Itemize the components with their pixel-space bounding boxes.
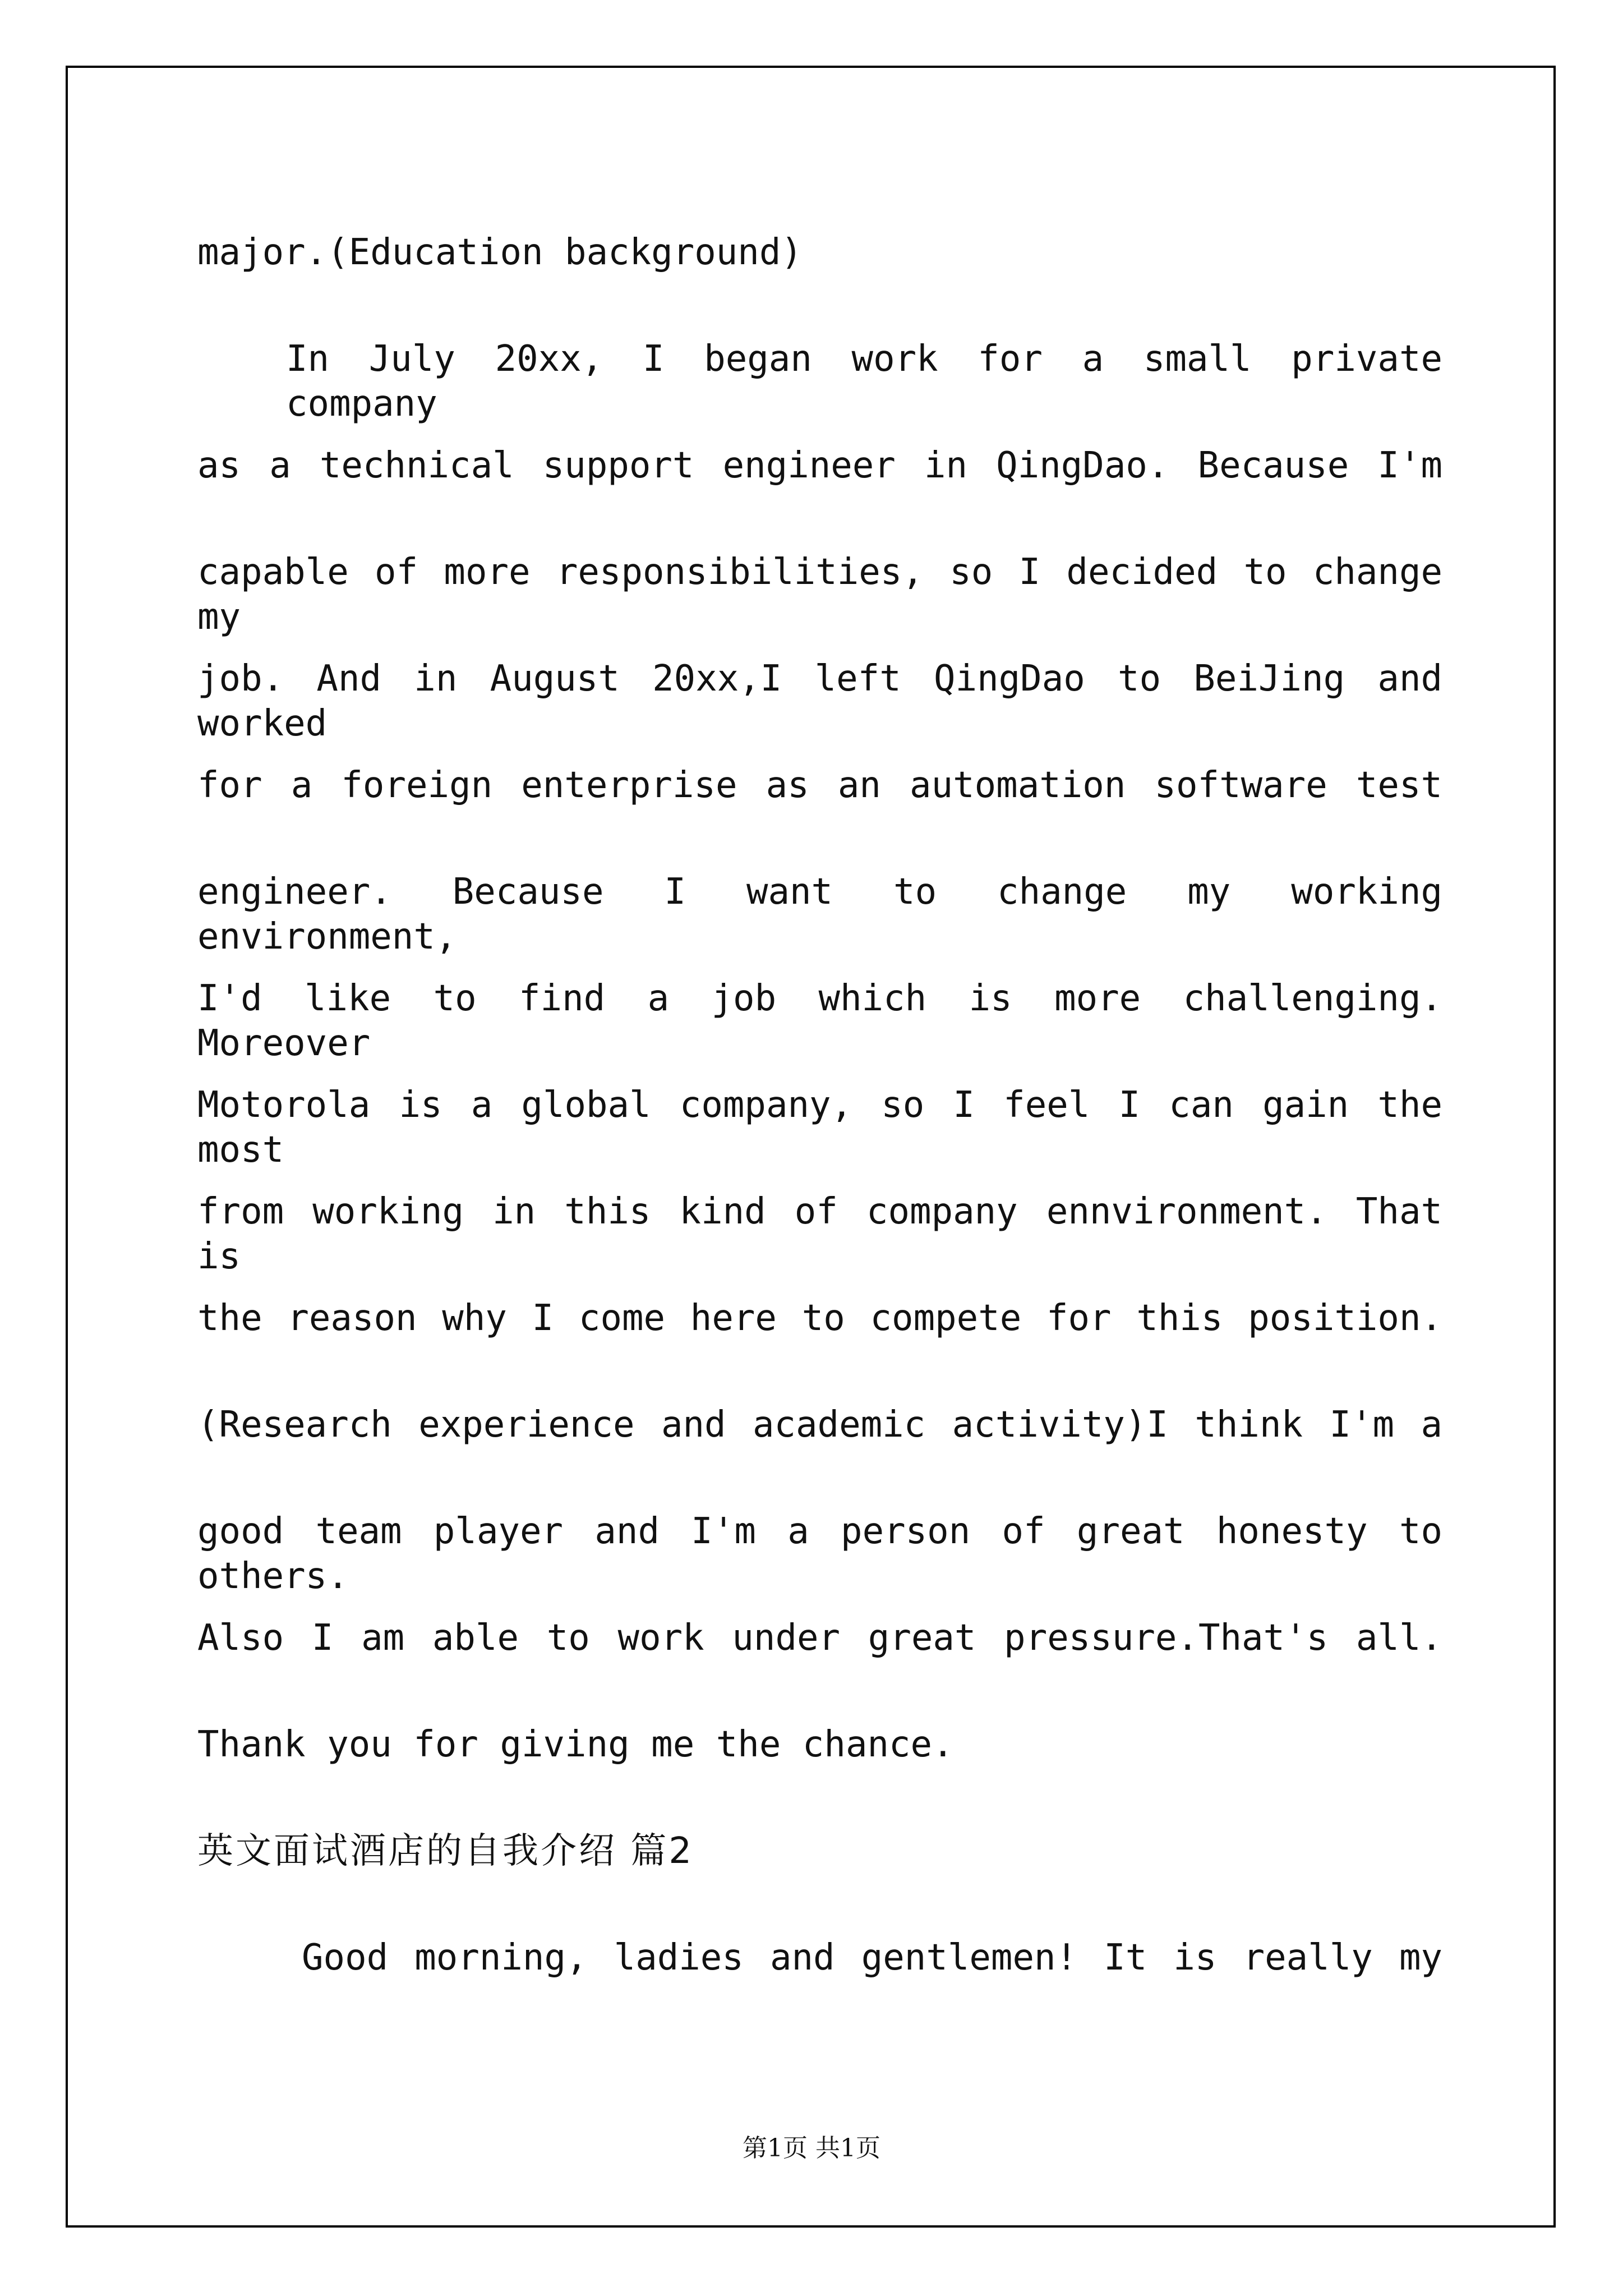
text-line: for a foreign enterprise as an automation software test [197,765,1442,806]
section-heading: 英文面试酒店的自我介绍 篇2 [197,1830,694,1872]
text-line: Also I am able to work under great pressure.That's all. [197,1617,1442,1659]
text-line: from working in this kind of company ennvironment. That is [197,1191,1442,1277]
text-line: In July 20xx, I began work for a small private company [286,338,1442,425]
text-line: engineer. Because I want to change my working environment, [197,871,1442,958]
page-number: 第1页 共1页 [743,2134,880,2162]
text-line: job. And in August 20xx,I left QingDao to BeiJing and worked [197,658,1442,744]
text-line: as a technical support engineer in QingDao. Because I'm [197,445,1442,486]
text-line: capable of more responsibilities, so I decided to change my [197,551,1442,638]
text-line: major.(Education background) [197,232,803,273]
text-line: I'd like to find a job which is more challenging. Moreover [197,978,1442,1064]
text-line: the reason why I come here to compete for this position. [197,1297,1442,1339]
text-line: good team player and I'm a person of great honesty to others. [197,1511,1442,1597]
text-line: Thank you for giving me the chance. [197,1724,954,1765]
text-line: (Research experience and academic activity)I think I'm a [197,1404,1442,1446]
text-line: Motorola is a global company, so I feel I can gain the most [197,1084,1442,1171]
text-line: Good morning, ladies and gentlemen! It is really my [302,1937,1442,1978]
